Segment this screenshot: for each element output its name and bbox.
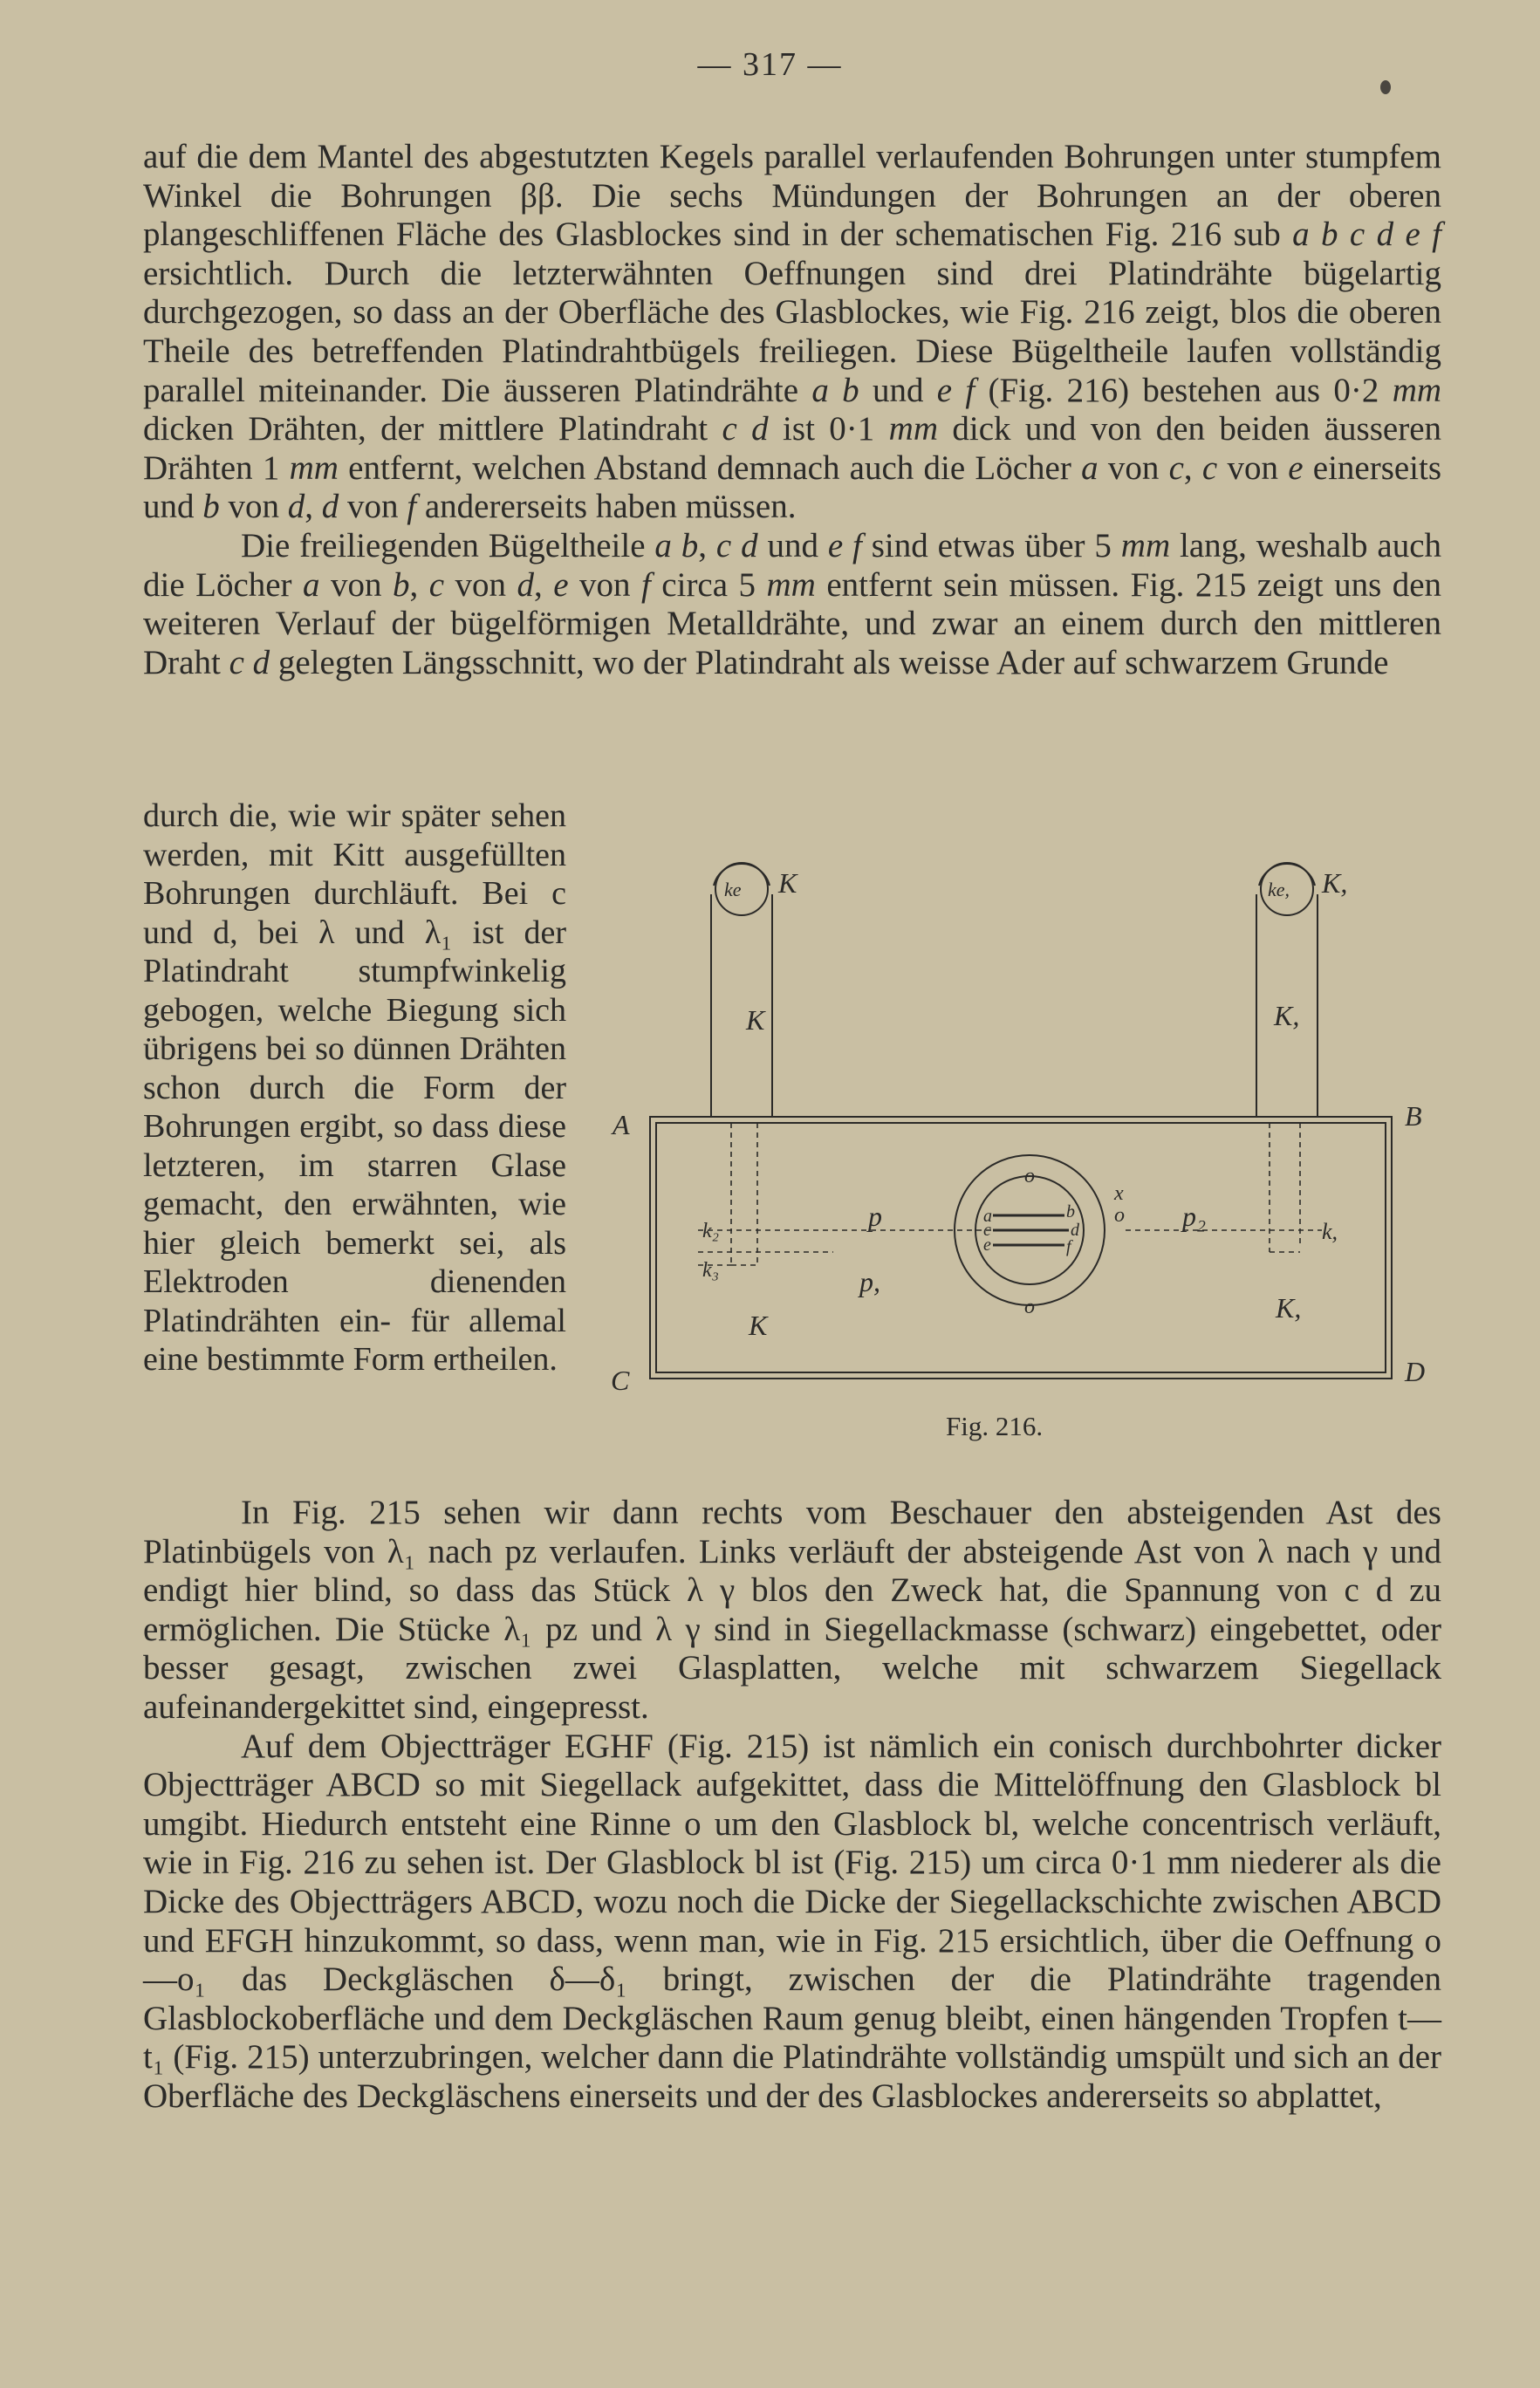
figure-216-diagram <box>611 851 1453 1461</box>
ink-spot <box>1380 80 1391 94</box>
label-p: p <box>868 1201 882 1232</box>
label-C: C <box>611 1365 630 1396</box>
label-o-right: o <box>1114 1204 1125 1227</box>
paragraph-2: Die freiliegenden Bügeltheile a b, c d und e f sind etwas über 5 mm lang, weshalb auch die Löcher a von b, c von d, e von f circa 5 mm entfernt sein müssen. Fig. 215 zeigt uns den weiteren Verlauf der bügelförmigen Metalldrähte, und zwar an einem durch den mittleren Draht c d gelegten Längsschnitt, wo der Platindraht als weisse Ader auf schwarzem Grunde <box>143 526 1442 681</box>
paragraph-4: Auf dem Objectträger EGHF (Fig. 215) ist nämlich ein conisch durchbohrter dicker Objectträger ABCD so mit Siegellack aufgekittet, dass die Mittelöffnung den Glasblock bl umgibt. Hiedurch entsteht eine Rinne o um den Glasblock bl, welche concentrisch verläuft, wie in Fig. 216 zu sehen ist. Der Glasblock bl ist (Fig. 215) um circa 0·1 mm niederer als die Dicke des Objectträgers ABCD, wozu noch die Dicke der Siegellackschichte zwischen ABCD und EFGH hinzukommt, so dass, wenn man, wie in Fig. 215 ersichtlich, über die Oeffnung o—o₁ das Deckgläschen δ—δ₁ bringt, zwischen der die Platindrähte tragenden Glasblockoberfläche und dem Deckgläschen Raum genug bleibt, einen hängenden Tropfen t—t₁ (Fig. 215) unterzubringen, welcher dann die Platindrähte vollständig umspült und sich an der Oberfläche des Deckgläschens einerseits und der des Glasblockes andererseits so abplattet, <box>143 1727 1441 2115</box>
label-f: f <box>1066 1237 1071 1256</box>
label-e: e <box>983 1235 991 1255</box>
page-number: — 317 — <box>697 46 843 83</box>
left-ke-arc <box>714 864 770 886</box>
figure-216 <box>611 851 1453 1461</box>
label-k3: k₃ <box>702 1259 719 1282</box>
label-K-top: K <box>778 867 797 899</box>
label-K1-bottom: K, <box>1276 1292 1302 1324</box>
body-text-bottom <box>143 1494 1441 2117</box>
paragraph-1: auf die dem Mantel des abgestutzten Kegels parallel verlaufenden Bohrungen unter stumpfem Winkel die Bohrungen ββ. Die sechs Mündungen der Bohrungen an der oberen plangeschliffenen Fläche des Glasblockes sind in der schematischen Fig. 216 sub a b c d e f ersichtlich. Durch die letzterwähnten Oeffnungen sind drei Platindrähte bügelartig durchgezogen, so dass an der Oberfläche des Glasblockes, wie Fig. 216 zeigt, blos die oberen Theile des betreffenden Platindrahtbügels freiliegen. Diese Bügeltheile laufen vollständig parallel miteinander. Die äusseren Platindrähte a b und e f (Fig. 216) bestehen aus 0·2 mm dicken Drähten, der mittlere Platindraht c d ist 0·1 mm dick und von den beiden äusseren Drähten 1 mm entfernt, welchen Abstand demnach auch die Löcher a von c, c von e einerseits und b von d, d von f andererseits haben müssen. <box>143 138 1442 526</box>
label-ke: ke <box>724 879 742 900</box>
label-o-bottom: o <box>1024 1296 1035 1318</box>
paragraph-3: In Fig. 215 sehen wir dann rechts vom Beschauer den absteigenden Ast des Platinbügels von λ₁ nach pz verlaufen. Links verläuft der absteigende Ast von λ nach γ und endigt hier blind, so dass das Stück λ γ blos den Zweck hat, die Spannung von c d zu ermöglichen. Die Stücke λ₁ pz und λ γ sind in Siegellackmasse (schwarz) eingebettet, oder besser gesagt, zwischen zwei Glasplatten, welche mit schwarzem Siegellack aufeinandergekittet sind, eingepresst. <box>143 1494 1441 1726</box>
label-d: d <box>1071 1221 1079 1240</box>
label-D: D <box>1405 1356 1426 1387</box>
label-B: B <box>1405 1100 1422 1132</box>
label-k1: k, <box>1322 1219 1338 1244</box>
label-A: A <box>613 1109 630 1140</box>
label-a: a <box>983 1207 992 1226</box>
label-p2: p₂ <box>1182 1201 1207 1232</box>
figure-wrapped-text: durch die, wie wir später sehen werden, mit Kitt ausgefüllten Bohrungen durchläuft. Bei c und d, bei λ und λ₁ ist der Platindraht stumpfwinkelig gebogen, welche Biegung sich übrigens bei so dünnen Drähten schon durch die Form der Bohrungen ergibt, so dass diese letzteren, im starren Glase gemacht, den erwähnten, wie hier gleich bemerkt sei, als Elektroden dienenden Platindrähten ein- für allemal eine bestimmte Form ertheilen. <box>143 797 566 1378</box>
figure-labels <box>611 867 1425 1396</box>
label-K1-mid: K, <box>1274 1000 1300 1031</box>
label-p1: p, <box>859 1266 880 1297</box>
label-c: c <box>983 1221 991 1240</box>
label-o-top: o <box>1024 1165 1035 1187</box>
body-text-top <box>143 138 1441 682</box>
platinum-wires <box>993 1215 1069 1245</box>
label-K-mid: K <box>746 1004 765 1036</box>
label-x: x <box>1114 1182 1124 1205</box>
label-k2: k₂ <box>702 1220 719 1242</box>
label-K-bottom: K <box>749 1310 768 1341</box>
label-b: b <box>1066 1202 1075 1221</box>
label-K1-top: K, <box>1322 867 1348 899</box>
label-ke1: ke, <box>1268 879 1290 900</box>
figure-caption: Fig. 216. <box>946 1411 1044 1441</box>
